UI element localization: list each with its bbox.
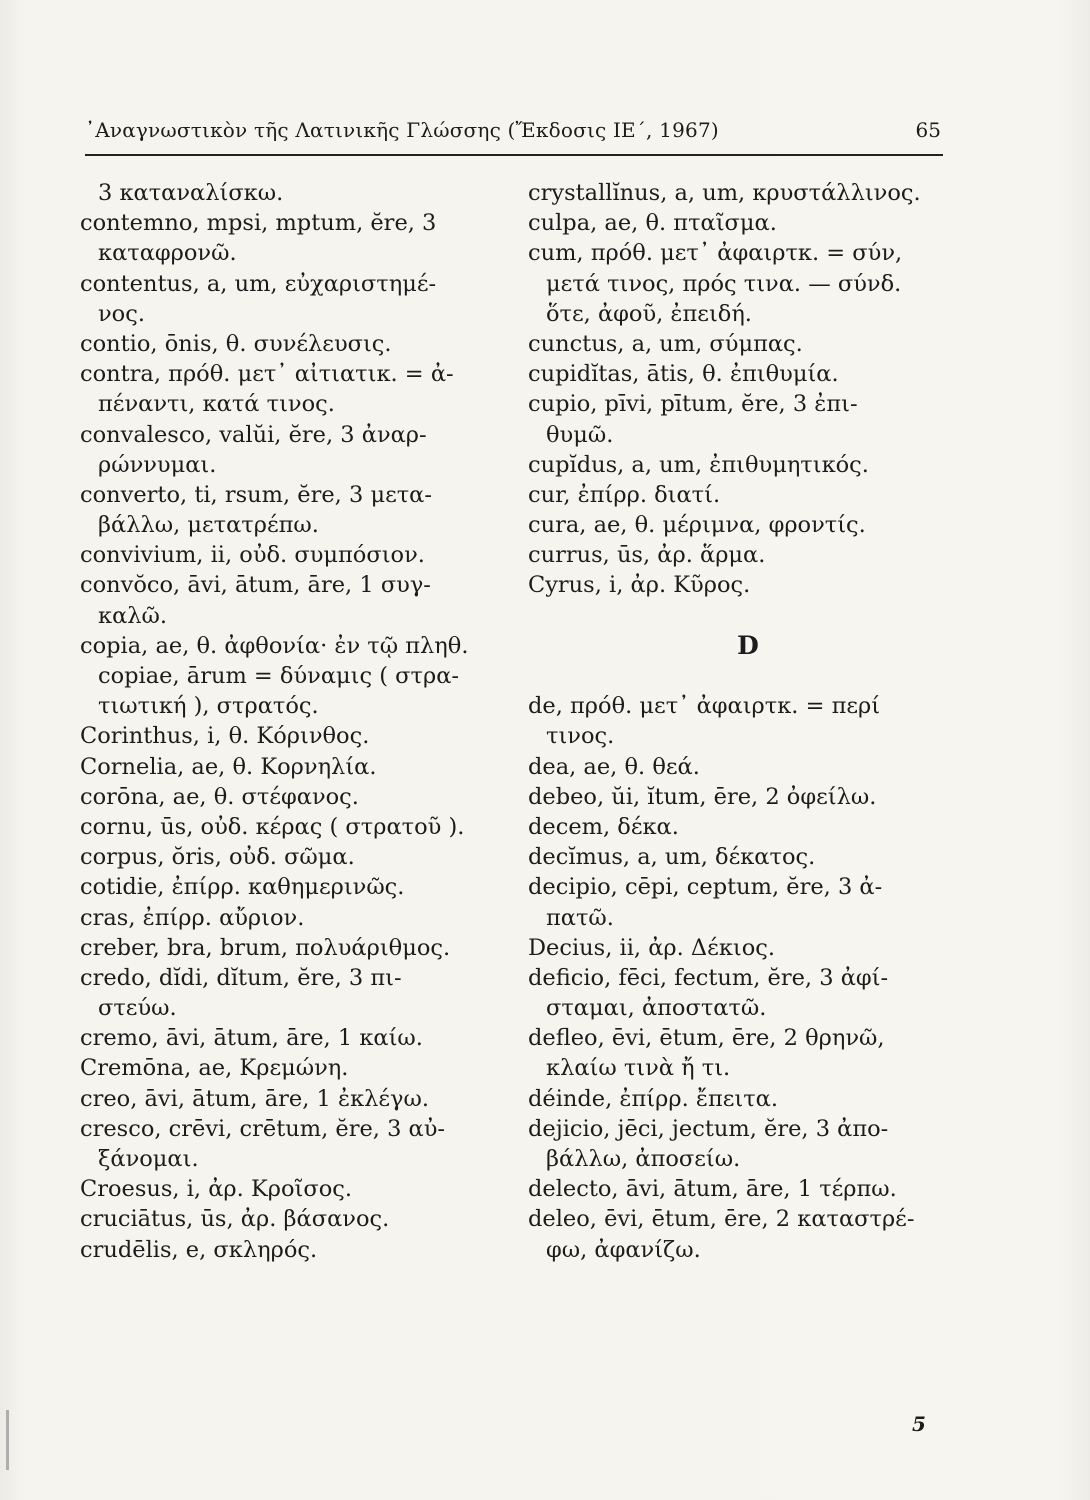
dictionary-line: delecto, āvi, ātum, āre, 1 τέρπω.: [528, 1176, 897, 1203]
dictionary-line: decem, δέκα.: [528, 813, 679, 840]
dictionary-line: cura, ae, θ. μέριμνα, φροντίς.: [528, 512, 866, 539]
dictionary-line: convivium, ii, οὐδ. συμπόσιον.: [80, 542, 425, 569]
dictionary-line: Croesus, i, ἀρ. Κροῖσος.: [80, 1176, 353, 1203]
left-column: [80, 178, 520, 1265]
page-number: 65: [915, 118, 941, 142]
dictionary-line: τιωτική ), στρατός.: [98, 693, 319, 720]
dictionary-line: convalesco, valŭi, ĕre, 3 ἀναρ-: [80, 421, 427, 448]
dictionary-line: μετά τινος, πρός τινα. — σύνδ.: [546, 270, 902, 297]
dictionary-line: crudēlis, e, σκληρός.: [80, 1236, 318, 1263]
dictionary-line: τινος.: [546, 723, 615, 750]
dictionary-line: Cyrus, i, ἀρ. Κῦρος.: [528, 572, 751, 599]
dictionary-line: καταφρονῶ.: [98, 240, 237, 267]
dictionary-line: defleo, ēvi, ētum, ēre, 2 θρηνῶ,: [528, 1025, 885, 1052]
dictionary-line: corōna, ae, θ. στέφανος.: [80, 783, 359, 810]
dictionary-line: decĭmus, a, um, δέκατος.: [528, 844, 816, 871]
dictionary-line: [528, 601, 968, 631]
dictionary-line: debeo, ŭi, ĭtum, ēre, 2 ὀφείλω.: [528, 783, 877, 810]
dictionary-line: contentus, a, um, εὐχαριστημέ-: [80, 270, 437, 297]
dictionary-line: credo, dĭdi, dĭtum, ĕre, 3 πι-: [80, 964, 402, 991]
dictionary-line: κλαίω τινὰ ἤ τι.: [546, 1055, 731, 1082]
header-title: ᾿Αναγνωστικὸν τῆς Λατινικῆς Γλώσσης (Ἔκδοσις ΙΕ΄, 1967): [85, 118, 719, 142]
dictionary-line: cunctus, a, um, σύμπας.: [528, 330, 803, 357]
dictionary-line: decipio, cēpi, ceptum, ĕre, 3 ἀ-: [528, 874, 883, 901]
dictionary-line: cur, ἐπίρρ. διατί.: [528, 481, 721, 508]
dictionary-line: σταμαι, ἀποστατῶ.: [546, 995, 767, 1022]
dictionary-line: πατῶ.: [546, 904, 614, 931]
dictionary-line: culpa, ae, θ. πταῖσμα.: [528, 210, 777, 237]
dictionary-line: crystallĭnus, a, um, κρυστάλλινος.: [528, 180, 921, 206]
right-column: [528, 178, 968, 1265]
dictionary-line: cras, ἐπίρρ. αὔριον.: [80, 904, 305, 931]
running-header: [85, 110, 943, 156]
dictionary-line: 3 καταναλίσκω.: [98, 180, 284, 206]
dictionary-line: converto, ti, rsum, ĕre, 3 μετα-: [80, 481, 432, 508]
dictionary-line: cornu, ūs, οὐδ. κέρας ( στρατοῦ ).: [80, 813, 465, 840]
dictionary-line: dejicio, jēci, jectum, ĕre, 3 ἀπο-: [528, 1115, 889, 1142]
page-edge-mark: [6, 1410, 9, 1470]
dictionary-line: creo, āvi, ātum, āre, 1 ἐκλέγω.: [80, 1085, 429, 1112]
dictionary-line: Cremōna, ae, Κρεμώνη.: [80, 1055, 349, 1082]
dictionary-line: contemno, mpsi, mptum, ĕre, 3: [80, 210, 437, 237]
signature-mark: 5: [912, 1412, 926, 1436]
dictionary-line: βάλλω, ἀποσείω.: [546, 1146, 741, 1172]
dictionary-line: deleo, ēvi, ētum, ēre, 2 καταστρέ-: [528, 1206, 915, 1233]
dictionary-line: convŏco, āvi, ātum, āre, 1 συγ-: [80, 572, 431, 599]
dictionary-line: πέναντι, κατά τινος.: [98, 391, 335, 418]
dictionary-line: cruciātus, ūs, ἀρ. βάσανος.: [80, 1206, 390, 1233]
dictionary-line: deficio, fēci, fectum, ĕre, 3 ἀφί-: [528, 964, 889, 991]
dictionary-line: cupidĭtas, ātis, θ. ἐπιθυμία.: [528, 361, 839, 388]
dictionary-line: copiae, ārum = δύναμις ( στρα-: [98, 663, 459, 689]
dictionary-line: Decius, ii, ἀρ. Δέκιος.: [528, 934, 776, 961]
dictionary-line: contio, ōnis, θ. συνέλευσις.: [80, 330, 392, 357]
dictionary-line: contra, πρόθ. μετ᾽ αἰτιατικ. = ἀ-: [80, 361, 454, 388]
dictionary-line: creber, bra, brum, πολυάριθμος.: [80, 934, 451, 961]
dictionary-line: corpus, ŏris, οὐδ. σῶμα.: [80, 844, 355, 871]
dictionary-line: [528, 661, 968, 691]
section-letter: D: [737, 630, 759, 660]
dictionary-line: νος.: [98, 300, 145, 327]
dictionary-line: Corinthus, i, θ. Κόρινθος.: [80, 723, 370, 750]
dictionary-line: copia, ae, θ. ἀφθονία· ἐν τῷ πληθ.: [80, 632, 469, 659]
dictionary-line: καλῶ.: [98, 602, 168, 629]
dictionary-line: στεύω.: [98, 995, 177, 1022]
dictionary-line: cupĭdus, a, um, ἐπιθυμητικός.: [528, 451, 869, 478]
dictionary-line: déinde, ἐπίρρ. ἔπειτα.: [528, 1085, 779, 1112]
dictionary-line: cum, πρόθ. μετ᾽ ἀφαιρτκ. = σύν,: [528, 240, 903, 267]
dictionary-line: dea, ae, θ. θεά.: [528, 753, 700, 780]
dictionary-line: ὅτε, ἀφοῦ, ἐπειδή.: [546, 300, 752, 327]
dictionary-line: currus, ūs, ἀρ. ἅρμα.: [528, 542, 766, 569]
dictionary-line: cresco, crēvi, crētum, ĕre, 3 αὐ-: [80, 1115, 446, 1142]
dictionary-line: cotidie, ἐπίρρ. καθημερινῶς.: [80, 874, 405, 901]
dictionary-line: ξάνομαι.: [98, 1146, 199, 1172]
dictionary-line: Cornelia, ae, θ. Κορνηλία.: [80, 753, 377, 780]
dictionary-line: φω, ἀφανίζω.: [546, 1236, 701, 1263]
dictionary-line: cremo, āvi, ātum, āre, 1 καίω.: [80, 1025, 423, 1052]
dictionary-line: βάλλω, μετατρέπω.: [98, 512, 319, 539]
dictionary-line: ρώννυμαι.: [98, 451, 217, 478]
dictionary-line: θυμῶ.: [546, 421, 614, 448]
dictionary-line: de, πρόθ. μετ᾽ ἀφαιρτκ. = περί: [528, 693, 881, 720]
dictionary-line: cupio, pīvi, pītum, ĕre, 3 ἐπι-: [528, 391, 858, 418]
